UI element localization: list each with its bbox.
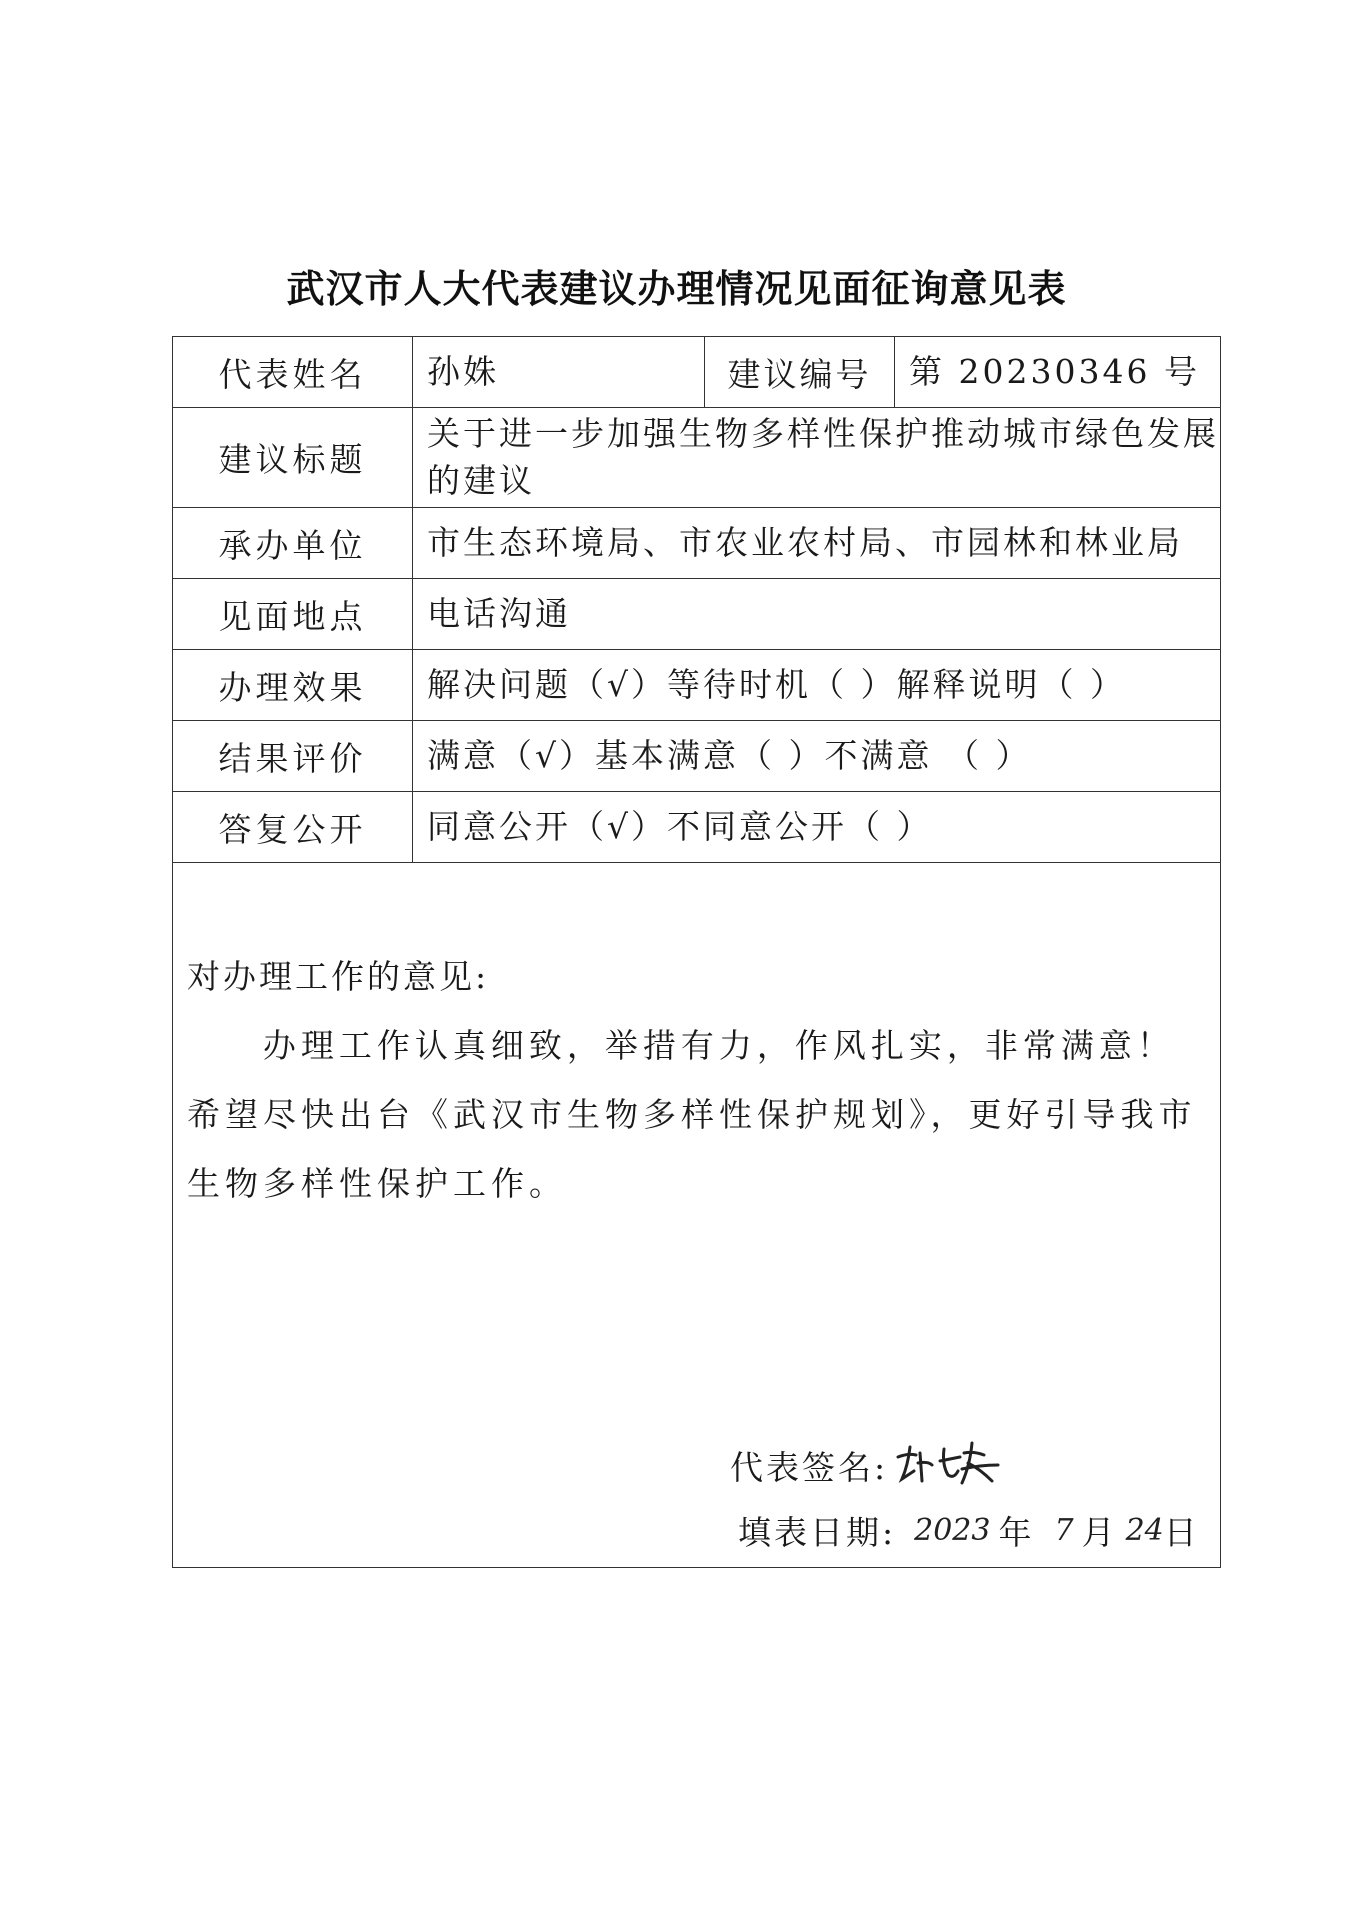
- signature-label: 代表签名:: [730, 1447, 889, 1487]
- handling-effect-value: 解决问题（√）等待时机（ ）解释说明（ ）: [413, 650, 1221, 721]
- row-meeting-place: [173, 579, 1221, 650]
- disclosure-label: 答复公开: [173, 792, 413, 863]
- fill-date-month-unit: 月: [1081, 1513, 1118, 1552]
- row-handling-effect: [173, 650, 1221, 721]
- row-proposal-title: [173, 408, 1221, 508]
- opinion-body: 办理工作认真细致，举措有力，作风扎实，非常满意！希望尽快出台《武汉市生物多样性保护规划》，更好引导我市生物多样性保护工作。: [187, 1026, 1197, 1203]
- evaluation-value: 满意（√）基本满意（ ）不满意 （ ）: [413, 721, 1221, 792]
- opinion-form-table: [172, 336, 1221, 1568]
- proposal-no-label: 建议编号: [705, 337, 895, 408]
- meeting-place-value: 电话沟通: [413, 579, 1221, 650]
- row-opinion: [173, 863, 1221, 1568]
- row-rep-name: [173, 337, 1221, 408]
- handling-effect-label: 办理效果: [173, 650, 413, 721]
- proposal-title-label: 建议标题: [173, 408, 413, 508]
- signature-line: [730, 1435, 1008, 1495]
- handling-unit-label: 承办单位: [173, 508, 413, 579]
- fill-date-month: 7: [1054, 1513, 1074, 1548]
- row-handling-unit: [173, 508, 1221, 579]
- proposal-no-value: 第 20230346 号: [895, 337, 1221, 408]
- row-evaluation: [173, 721, 1221, 792]
- handling-unit-value: 市生态环境局、市农业农村局、市园林和林业局: [413, 508, 1221, 579]
- fill-date-line: [738, 1507, 1200, 1554]
- page-title: 武汉市人大代表建议办理情况见面征询意见表: [286, 267, 1067, 311]
- fill-date-year-unit: 年: [998, 1513, 1035, 1552]
- opinion-heading: 对办理工作的意见:: [187, 957, 490, 996]
- proposal-title-value: 关于进一步加强生物多样性保护推动城市绿色发展的建议: [413, 408, 1221, 508]
- rep-name-label: 代表姓名: [173, 337, 413, 408]
- handwritten-signature: [888, 1435, 1008, 1495]
- evaluation-label: 结果评价: [173, 721, 413, 792]
- rep-name-value: 孙姝: [413, 337, 705, 408]
- disclosure-value: 同意公开（√）不同意公开（ ）: [413, 792, 1221, 863]
- fill-date-day-unit: 日: [1163, 1513, 1200, 1552]
- fill-date-label: 填表日期:: [738, 1513, 897, 1552]
- opinion-cell: [173, 863, 1221, 1568]
- fill-date-day: 24: [1125, 1513, 1164, 1548]
- fill-date-year: 2023: [914, 1513, 991, 1548]
- row-disclosure: [173, 792, 1221, 863]
- meeting-place-label: 见面地点: [173, 579, 413, 650]
